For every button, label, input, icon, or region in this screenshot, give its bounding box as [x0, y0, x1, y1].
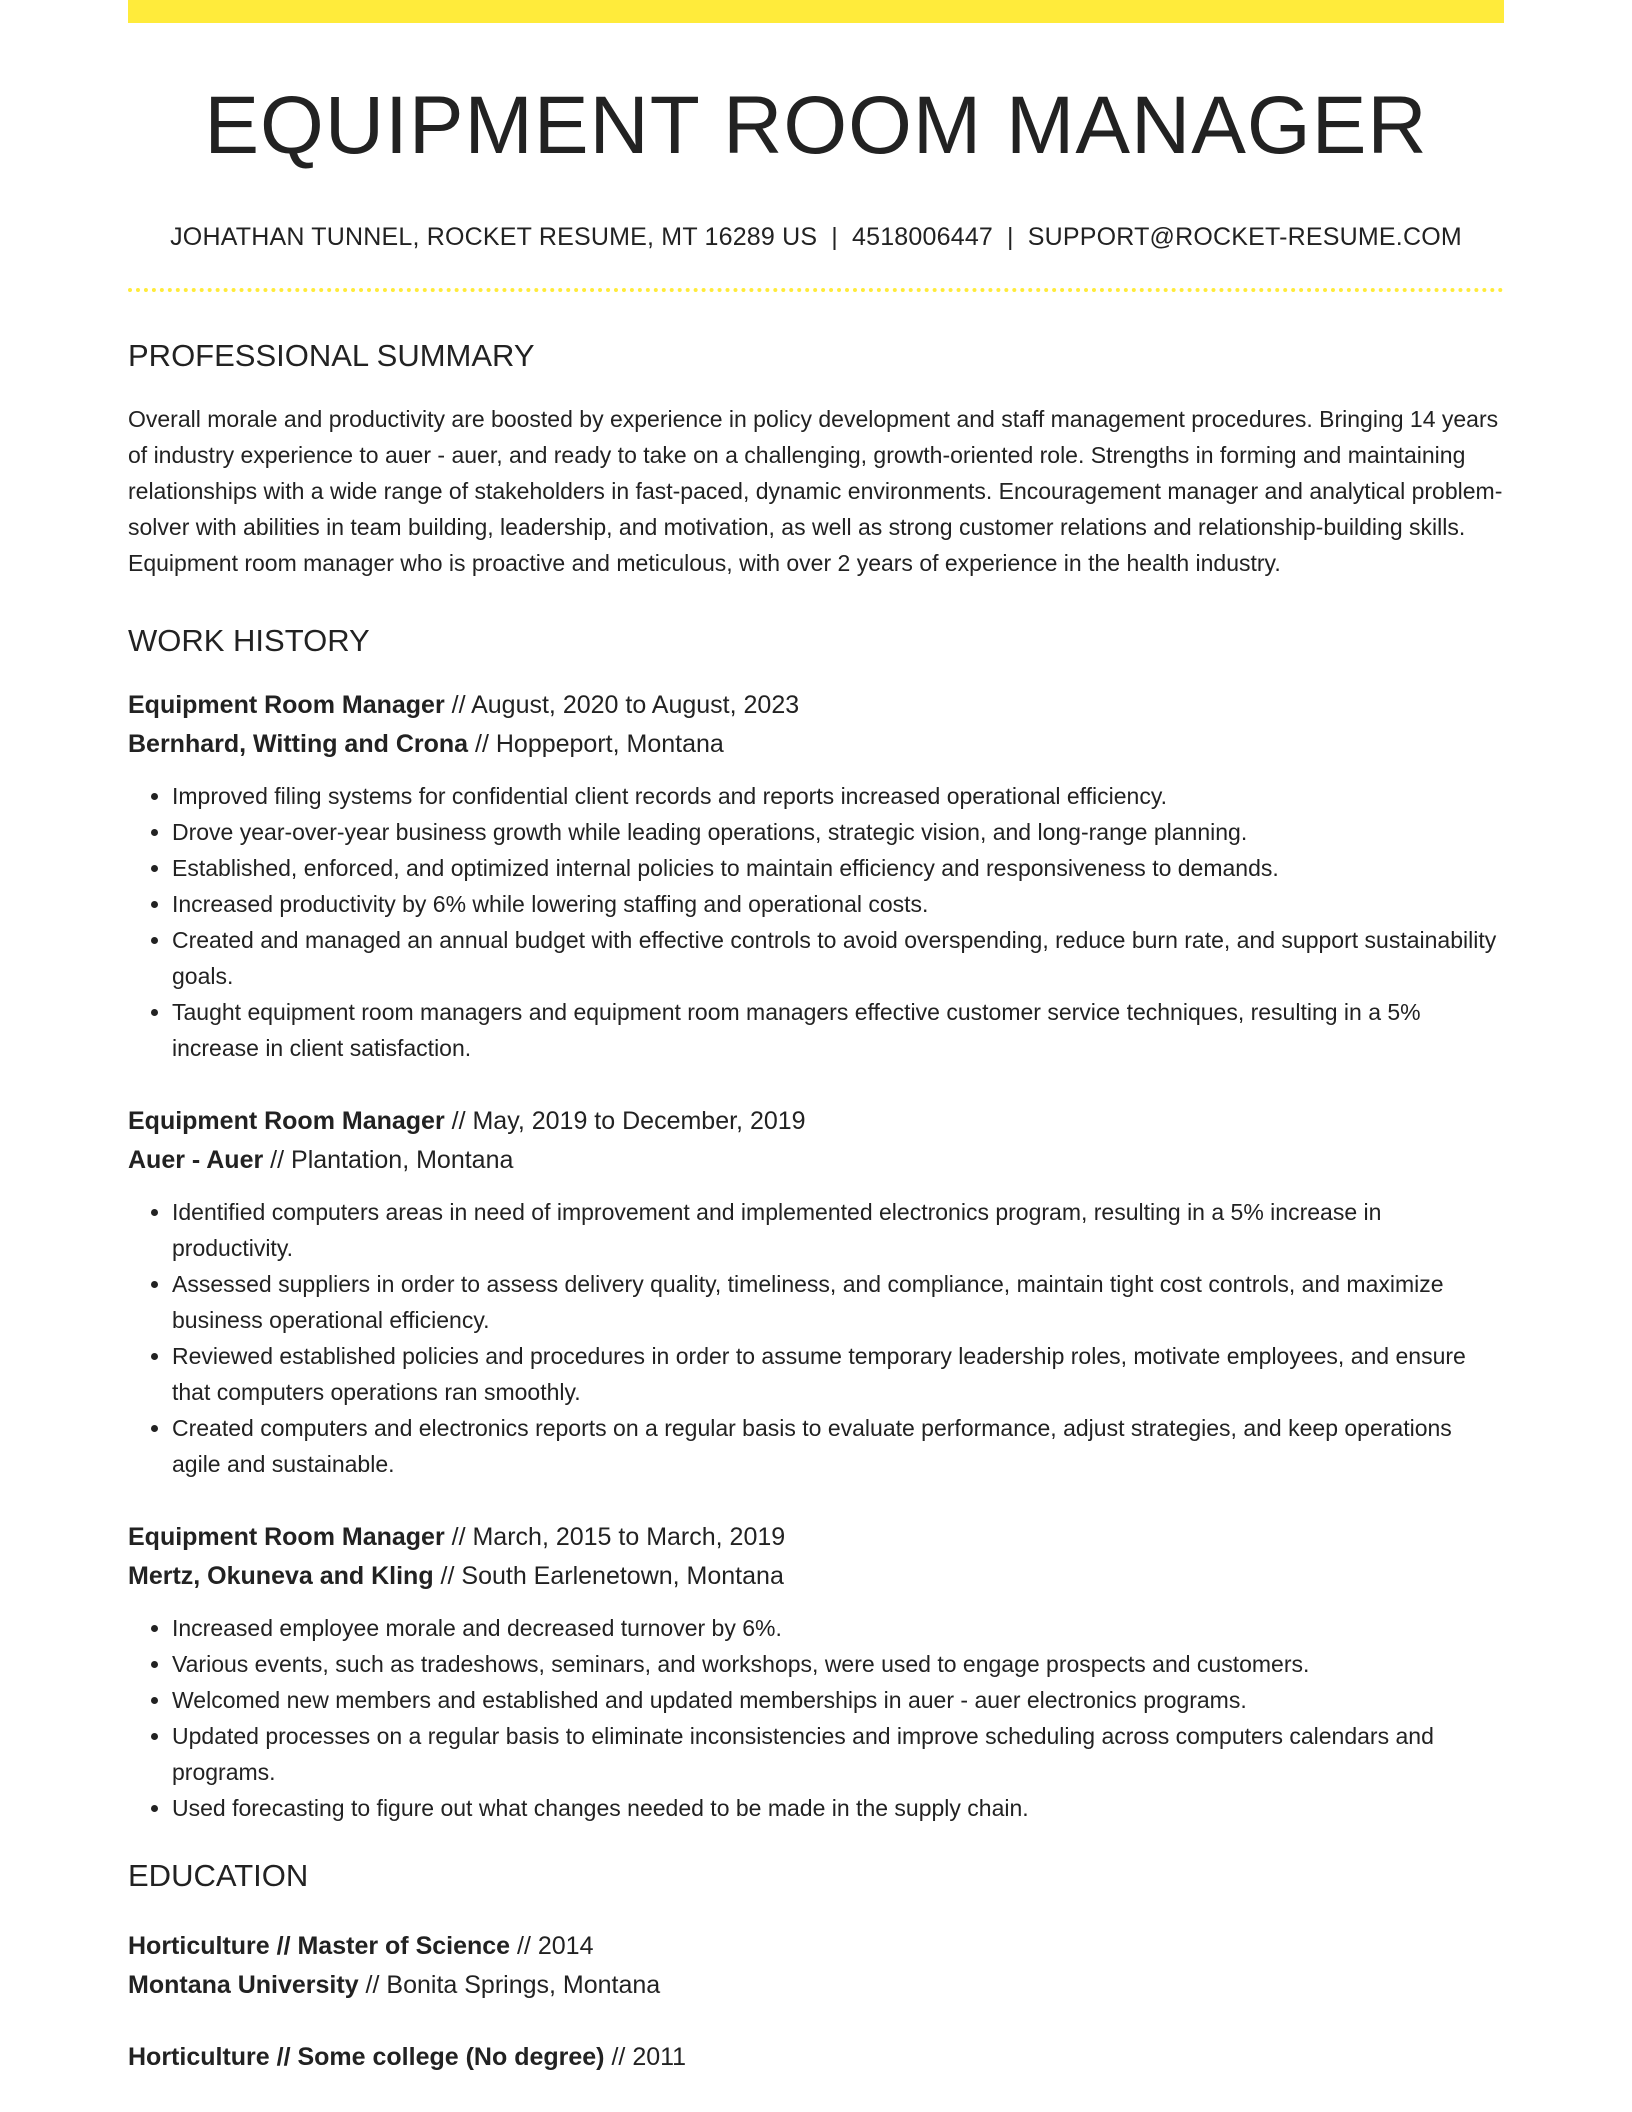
job-bullet: • Created computers and electronics reports on a regular basis to evaluate performance, adjust strategies, and keep operations agile and sustainable.	[172, 1410, 1504, 1482]
separator: //	[269, 2043, 298, 2071]
job-bullet: • Updated processes on a regular basis to eliminate inconsistencies and improve scheduling across computers calendars and programs.	[172, 1718, 1504, 1790]
job-bullet: • Established, enforced, and optimized internal policies to maintain efficiency and responsiveness to demands.	[172, 850, 1504, 886]
job-bullet: • Increased employee morale and decreased turnover by 6%.	[172, 1610, 1504, 1646]
job-bullets	[128, 1194, 1504, 1482]
job-bullet: • Increased productivity by 6% while lowering staffing and operational costs.	[172, 886, 1504, 922]
job-dates: March, 2015 to March, 2019	[472, 1523, 786, 1551]
job-bullet: • Created and managed an annual budget with effective controls to avoid overspending, reduce burn rate, and support sustainability goals.	[172, 922, 1504, 994]
job-bullets	[128, 778, 1504, 1066]
job-dates: May, 2019 to December, 2019	[472, 1107, 806, 1135]
job-bullet: • Reviewed established policies and procedures in order to assume temporary leadership roles, motivate employees, and ensure that computers operations ran smoothly.	[172, 1338, 1504, 1410]
education-year: 2014	[537, 1932, 594, 1960]
job-bullet: • Identified computers areas in need of improvement and implemented electronics program, resulting in a 5% increase in productivity.	[172, 1194, 1504, 1266]
job-bullet: • Drove year-over-year business growth while leading operations, strategic vision, and long-range planning.	[172, 814, 1504, 850]
job-location: South Earlenetown, Montana	[461, 1562, 784, 1590]
job-company: Mertz, Okuneva and Kling	[128, 1562, 434, 1590]
top-accent-bar	[128, 0, 1504, 23]
contact-separator: |	[831, 223, 838, 251]
job-bullet: • Used forecasting to figure out what changes needed to be made in the supply chain.	[172, 1790, 1504, 1826]
education-degree-name: Master of Science	[297, 1932, 511, 1960]
separator: //	[468, 730, 496, 758]
job-bullet: • Assessed suppliers in order to assess delivery quality, timeliness, and compliance, maintain tight cost controls, and maximize business operational efficiency.	[172, 1266, 1504, 1338]
separator: //	[433, 1562, 462, 1590]
separator: //	[444, 691, 472, 719]
education-field: Horticulture	[128, 1932, 270, 1960]
job-company-line	[128, 725, 1504, 764]
contact-email: SUPPORT@ROCKET-RESUME.COM	[1027, 223, 1462, 251]
separator: //	[263, 1146, 292, 1174]
job-entry	[128, 686, 1504, 1066]
contact-line	[128, 225, 1504, 250]
job-role-line	[128, 686, 1504, 725]
job-bullets	[128, 1610, 1504, 1826]
job-role: Equipment Room Manager	[128, 1523, 445, 1551]
job-company: Bernhard, Witting and Crona	[128, 730, 469, 758]
job-role-line	[128, 1518, 1504, 1557]
separator: //	[604, 2043, 633, 2071]
work-history-heading: WORK HISTORY	[128, 623, 370, 658]
education-year: 2011	[632, 2043, 687, 2071]
separator: //	[269, 1932, 298, 1960]
job-entry	[128, 1102, 1504, 1482]
job-bullet: • Welcomed new members and established and updated memberships in auer - auer electronics programs.	[172, 1682, 1504, 1718]
contact-separator: |	[1007, 223, 1014, 251]
job-entry	[128, 1518, 1504, 1826]
job-location: Plantation, Montana	[291, 1146, 514, 1174]
education-entry	[128, 2038, 1504, 2077]
education-degree	[128, 1932, 510, 1960]
education-entry	[128, 1927, 1504, 2005]
job-bullet: • Improved filing systems for confidential client records and reports increased operational efficiency.	[172, 778, 1504, 814]
job-role-line	[128, 1102, 1504, 1141]
job-bullet: • Various events, such as tradeshows, seminars, and workshops, were used to engage prospects and customers.	[172, 1646, 1504, 1682]
dotted-divider	[128, 288, 1504, 292]
separator: //	[444, 1523, 473, 1551]
job-company: Auer - Auer	[128, 1146, 264, 1174]
job-role: Equipment Room Manager	[128, 1107, 445, 1135]
education-degree-line	[128, 1927, 1504, 1966]
contact-address: JOHATHAN TUNNEL, ROCKET RESUME, MT 16289 US	[170, 223, 818, 251]
contact-phone: 4518006447	[852, 223, 994, 251]
resume-page	[128, 0, 1504, 2077]
summary-text: Overall morale and productivity are boosted by experience in policy development and staff management procedures. Bringing 14 years of industry experience to auer - auer, and ready to take on a challenging, growth-oriented role. Strengths in forming and maintaining relationships with a wide range of stakeholders in fast-paced, dynamic environments. Encouragement manager and analytical problem-solver with abilities in team building, leadership, and motivation, as well as strong customer relations and relationship-building skills. Equipment room manager who is proactive and meticulous, with over 2 years of experience in the health industry.	[128, 406, 1503, 576]
job-dates: August, 2020 to August, 2023	[471, 691, 800, 719]
education-heading: EDUCATION	[128, 1858, 309, 1893]
job-bullet: • Taught equipment room managers and equipment room managers effective customer service techniques, resulting in a 5% increase in client satisfaction.	[172, 994, 1504, 1066]
education-school-line	[128, 1966, 1504, 2005]
resume-title: EQUIPMENT ROOM MANAGER	[204, 80, 1428, 171]
education-degree	[128, 2043, 605, 2071]
education-field: Horticulture	[128, 2043, 270, 2071]
job-role: Equipment Room Manager	[128, 691, 445, 719]
job-company-line	[128, 1141, 1504, 1180]
separator: //	[358, 1971, 387, 1999]
separator: //	[510, 1932, 538, 1960]
job-company-line	[128, 1557, 1504, 1596]
education-location: Bonita Springs, Montana	[386, 1971, 661, 1999]
education-school: Montana University	[128, 1971, 359, 1999]
education-degree-line	[128, 2038, 1504, 2077]
education-degree-name: Some college (No degree)	[297, 2043, 605, 2071]
separator: //	[444, 1107, 473, 1135]
job-location: Hoppeport, Montana	[495, 730, 724, 758]
summary-heading: PROFESSIONAL SUMMARY	[128, 338, 535, 373]
